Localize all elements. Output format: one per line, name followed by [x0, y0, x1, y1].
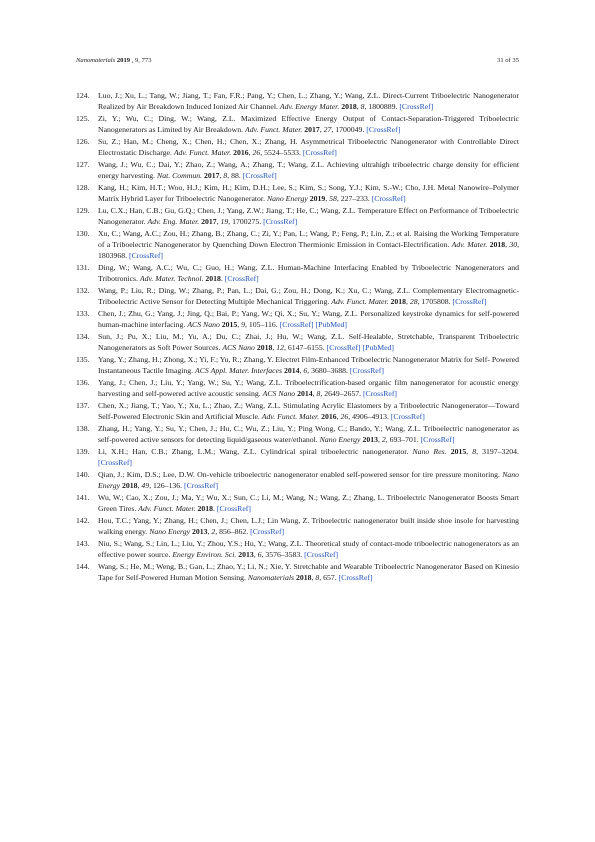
reference-volume: 58 — [329, 193, 337, 203]
reference-year: 2013 — [238, 549, 254, 559]
crossref-link[interactable]: [CrossRef] — [362, 388, 397, 398]
reference-pages: , 5524–5533. — [260, 148, 301, 158]
reference-authors-title: Niu, S.; Wang, S.; Lin, L.; Liu, Y.; Zhou, Y.S.; Hu, Y.; Wang, Z.L. Theoretical study of contact-mode triboelectric nanogenerators as an effective power source. — [98, 538, 519, 559]
reference-journal: Adv. Energy Mater. — [279, 102, 340, 112]
reference-item — [76, 285, 519, 307]
reference-authors-title: Chen, J.; Zhu, G.; Yang, J.; Jing, Q.; Bai, P.; Yang, W.; Qi, X.; Su, Y.; Wang, Z.L. Personalized keystroke dynamics for self-powered human-machine interfacing. — [98, 308, 519, 329]
reference-year: 2015 — [450, 446, 467, 456]
reference-number: 125. — [76, 113, 90, 123]
reference-body: Qian, J.; Kim, D.S.; Lee, D.W. On-vehicle triboelectric nanogenerator enabled self-powered sensor for tire pressure monitoring. Nano Energy 2018, 49, 126–136. [CrossRef] — [98, 469, 519, 490]
reference-journal: Energy Environ. Sci. — [172, 549, 237, 559]
reference-volume: 8 — [316, 388, 321, 398]
crossref-link[interactable]: [CrossRef] — [371, 193, 406, 203]
reference-journal: ACS Nano — [222, 342, 255, 352]
reference-number: 141. — [76, 492, 90, 502]
reference-pages: , 1800889. — [364, 102, 398, 112]
reference-body: Zi, Y.; Wu, C.; Ding, W.; Wang, Z.L. Maximized Effective Energy Output of Contact-Separation-Triggered Triboelectric Nanogenerators as Limited by Air Breakdown. Adv. Funct. Mater. 2017, 27, 1700049. [CrossRef] — [98, 113, 519, 135]
reference-journal: Adv. Eng. Mater. — [147, 216, 200, 226]
reference-year: 2016 — [321, 411, 337, 421]
reference-body: Hou, T.C.; Yang, Y.; Zhang, H.; Chen, J.; Chen, L.J.; Lin Wang, Z. Triboelectric nanogenerator built inside shoe insole for harvesting walking energy. Nano Energy 2013, 2, 856–862. [CrossRef] — [98, 515, 519, 536]
reference-volume: 8 — [315, 572, 320, 582]
reference-year: 2013 — [362, 434, 378, 444]
reference-journal: Nano Energy — [98, 469, 519, 490]
reference-volume: 8 — [223, 171, 228, 180]
reference-item — [76, 400, 519, 422]
reference-volume: 19 — [220, 216, 229, 226]
reference-journal: Adv. Funct. Mater. — [173, 148, 232, 158]
reference-item — [76, 90, 519, 112]
reference-pages: , 3197–3204. — [476, 446, 519, 456]
reference-pages: , 6147–6155. — [283, 342, 325, 352]
reference-authors-title: Wu, W.; Cao, X.; Zou, J.; Ma, Y.; Wu, X.; Sun, C.; Li, M.; Wang, N.; Wang, Z.; Zhang, L. Triboelectric Nanogenerator Boosts Smart Green Tires. — [98, 492, 519, 513]
citation-text: , 9, 773 — [131, 57, 152, 64]
reference-pages: . — [213, 503, 215, 513]
reference-authors-title: Xu, C.; Wang, A.C.; Zou, H.; Zhang, B.; Zhang, C.; Zi, Y.; Pan, L.; Wang, P.; Feng, P.; Lin, Z.; et al. Raising the Working Temperature of a Triboelectric Nanogenerator by Quenching Down Electron Thermionic Emission in Contact-Electrification. — [98, 228, 519, 249]
crossref-link[interactable]: [CrossRef] — [263, 216, 298, 226]
reference-authors-title: Wang, S.; He, M.; Weng, B.; Gan, L.; Zhao, Y.; Li, N.; Xie, Y. Stretchable and Wearable Triboelectric Nanogenerator Based on Kinesio Tape for Self-Powered Human Motion Sensing. — [98, 561, 519, 582]
reference-pages: . — [220, 273, 223, 283]
reference-year: 2016 — [233, 148, 249, 158]
reference-journal: ACS Nano — [262, 388, 296, 398]
reference-year: 2018 — [205, 273, 221, 283]
reference-journal: Nanomaterials — [247, 572, 294, 582]
reference-body: Yang, J.; Chen, J.; Liu, Y.; Yang, W.; Su, Y.; Wang, Z.L. Triboelectrification-based organic film nanogenerator for acoustic energy harvesting and self-powered active acoustic sensing. ACS Nano 2014, 8, 2649–2657. [CrossRef] — [98, 377, 519, 398]
crossref-link[interactable]: [CrossRef] — [302, 148, 337, 158]
reference-body: Wang, P.; Liu, R.; Ding, W.; Zhang, P.; Pan, L.; Dai, G.; Zou, H.; Dong, K.; Xu, C.; Wang, Z.L. Complementary Electromagnetic-Triboelectric Active Sensor for Detecting Multiple Mechanical Triggering. Adv. Funct. Mater. 2018, 28, 1705808. [CrossRef] — [98, 285, 519, 306]
reference-authors-title: Wang, P.; Liu, R.; Ding, W.; Zhang, P.; Pan, L.; Dai, G.; Zou, H.; Dong, K.; Xu, C.; Wang, Z.L. Complementary Electromagnetic-Triboelectric Active Sensor for Detecting Multiple Mechanical Triggering. — [98, 285, 519, 306]
reference-pages: , 88. — [227, 171, 241, 180]
reference-pages: , 1803968. — [98, 239, 520, 260]
reference-number: 140. — [76, 469, 90, 479]
reference-number: 127. — [76, 159, 90, 169]
reference-pages: , 3680–3688. — [307, 365, 348, 375]
reference-authors-title: Ding, W.; Wang, A.C.; Wu, C.; Guo, H.; Wang, Z.L. Human-Machine Interfacing Enabled by Triboelectric Nanogenerators and Tribotronics. — [98, 262, 519, 283]
crossref-link[interactable]: [CrossRef] — [420, 434, 455, 444]
reference-journal: Adv. Mater. Technol. — [139, 273, 204, 283]
crossref-link[interactable]: [CrossRef] — [184, 480, 219, 490]
crossref-link[interactable]: [CrossRef] — [250, 526, 285, 536]
crossref-link[interactable]: [CrossRef] — [216, 503, 251, 513]
reference-item — [76, 561, 519, 583]
pubmed-link[interactable]: [PubMed] — [315, 319, 347, 329]
reference-body: Lu, C.X.; Han, C.B.; Gu, G.Q.; Chen, J.; Yang, Z.W.; Jiang, T.; He, C.; Wang, Z.L. Temperature Effect on Performance of Triboelectric Nanogenerator. Adv. Eng. Mater. 2017, 19, 1700275. [CrossRef] — [98, 205, 519, 226]
reference-number: 144. — [76, 561, 90, 571]
reference-item — [76, 113, 519, 135]
reference-item — [76, 492, 519, 514]
reference-item — [76, 308, 519, 330]
reference-journal: Adv. Funct. Mater. — [245, 125, 303, 135]
reference-journal: Adv. Mater. — [451, 239, 488, 249]
reference-journal: Nano Res. — [412, 446, 447, 456]
reference-volume: 8 — [472, 446, 477, 456]
reference-year: 2018 — [295, 572, 312, 582]
reference-item — [76, 423, 519, 445]
reference-list — [76, 90, 519, 584]
crossref-link[interactable]: [CrossRef] — [366, 125, 401, 135]
reference-volume: 2 — [381, 434, 386, 444]
reference-authors-title: Sun, J.; Pu, X.; Liu, M.; Yu, A.; Du, C.; Zhai, J.; Hu, W.; Wang, Z.L. Self-Healable, Stretchable, Transparent Triboelectric Nanogenerators as Soft Power Sources. — [98, 331, 519, 352]
reference-authors-title: Qian, J.; Kim, D.S.; Lee, D.W. On-vehicle triboelectric nanogenerator enabled self-powered sensor for tire pressure monitoring. — [98, 469, 500, 479]
reference-authors-title: Su, Z.; Han, M.; Cheng, X.; Chen, H.; Chen, X.; Zhang, H. Asymmetrical Triboelectric Nanogenerator with Controllable Direct Electrostatic Discharge. — [98, 136, 519, 158]
reference-body: Sun, J.; Pu, X.; Liu, M.; Yu, A.; Du, C.; Zhai, J.; Hu, W.; Wang, Z.L. Self-Healable, Stretchable, Transparent Triboelectric Nanogenerators as Soft Power Sources. ACS Nano 2018, 12, 6147–6155. [CrossRef] [PubMed] — [98, 331, 519, 352]
crossref-link[interactable]: [CrossRef] — [326, 342, 361, 352]
reference-journal: Nano Energy — [149, 526, 191, 536]
reference-body: Luo, J.; Xu, L.; Tang, W.; Jiang, T.; Fan, F.R.; Pang, Y.; Chen, L.; Zhang, Y.; Wang, Z.L. Direct-Current Triboelectric Nanogenerator Realized by Air Breakdown Induced Ionized Air Channel. Adv. Energy Mater. 2018, 8, 1800889. [CrossRef] — [98, 91, 519, 112]
pubmed-link[interactable]: [PubMed] — [362, 342, 394, 352]
reference-year: 2018 — [341, 102, 357, 112]
reference-volume: 9 — [241, 319, 246, 329]
reference-body: Li, X.H.; Han, C.B.; Zhang, L.M.; Wang, Z.L. Cylindrical spiral triboelectric nanogenerator. Nano Res. 2015, 8, 3197–3204. [CrossRef] — [98, 446, 519, 467]
reference-journal: Adv. Funct. Mater. — [331, 296, 389, 306]
reference-item — [76, 446, 519, 468]
reference-authors-title: Yang, Y.; Zhang, H.; Zhong, X.; Yi, F.; Yu, R.; Zhang, Y. Electret Film-Enhanced Triboelectric Nanogenerator Matrix for Self- Powered Instantaneous Tactile Imaging. — [98, 354, 519, 375]
reference-number: 136. — [76, 377, 90, 387]
reference-year: 2017 — [201, 216, 217, 226]
crossref-link[interactable]: [CrossRef] — [304, 549, 339, 559]
reference-pages: , 3576–3583. — [261, 549, 303, 559]
reference-item — [76, 159, 519, 181]
reference-body: Wang, S.; He, M.; Weng, B.; Gan, L.; Zhao, Y.; Li, N.; Xie, Y. Stretchable and Wearable Triboelectric Nanogenerator Based on Kinesio Tape for Self-Powered Human Motion Sensing. Nanomaterials 2018, 8, 657. [CrossRef] — [98, 561, 519, 582]
reference-number: 143. — [76, 538, 90, 548]
reference-volume: 26 — [252, 148, 261, 158]
reference-item — [76, 262, 519, 284]
reference-authors-title: Li, X.H.; Han, C.B.; Zhang, L.M.; Wang, Z.L. Cylindrical spiral triboelectric nanogenerator. — [98, 446, 409, 456]
crossref-link[interactable]: [CrossRef] — [224, 273, 259, 283]
reference-journal: Nano Energy — [319, 434, 361, 444]
reference-pages: , 693–701. — [385, 434, 419, 444]
reference-journal: Adv. Funct. Mater. — [138, 503, 196, 513]
reference-body: Zhang, H.; Yang, Y.; Su, Y.; Chen, J.; Hu, C.; Wu, Z.; Liu, Y.; Ping Wong, C.; Bando, Y.; Wang, Z.L. Triboelectric nanogenerator as self-powered active sensors for detecting liquid/gaseous water/ethanol. Nano Energy 2013, 2, 693–701. [CrossRef] — [98, 423, 519, 444]
reference-volume: 8 — [360, 102, 365, 112]
reference-item — [76, 228, 519, 261]
page-header — [76, 57, 519, 64]
reference-volume: 6 — [303, 365, 308, 375]
reference-pages: , 1700275. — [228, 216, 262, 226]
crossref-link[interactable]: [CrossRef] — [242, 171, 277, 180]
reference-authors-title: Hou, T.C.; Yang, Y.; Zhang, H.; Chen, J.; Chen, L.J.; Lin Wang, Z. Triboelectric nanogenerator built inside shoe insole for harvesting walking energy. — [98, 515, 519, 536]
reference-item — [76, 354, 519, 376]
reference-volume: 2 — [211, 526, 216, 536]
reference-item — [76, 377, 519, 399]
reference-number: 133. — [76, 308, 90, 318]
reference-item — [76, 182, 519, 204]
reference-number: 130. — [76, 228, 90, 238]
reference-item — [76, 538, 519, 560]
citation-year: 2019 — [116, 57, 131, 64]
reference-authors-title: Lu, C.X.; Han, C.B.; Gu, G.Q.; Chen, J.; Yang, Z.W.; Jiang, T.; He, C.; Wang, Z.L. Temperature Effect on Performance of Triboelectric Nanogenerator. — [98, 205, 519, 226]
reference-journal: ACS Nano — [187, 319, 220, 329]
reference-authors-title: Luo, J.; Xu, L.; Tang, W.; Jiang, T.; Fan, F.R.; Pang, Y.; Chen, L.; Zhang, Y.; Wang, Z.L. Direct-Current Triboelectric Nanogenerator Realized by Air Breakdown Induced Ionized Air Channel. — [98, 91, 519, 112]
reference-item — [76, 136, 519, 158]
reference-volume: 30 — [509, 239, 518, 249]
reference-item — [76, 515, 519, 537]
reference-volume: 28 — [409, 296, 418, 306]
reference-pages: , 856–862. — [215, 526, 249, 536]
reference-year: 2019 — [309, 193, 326, 203]
reference-authors-title: Zhang, H.; Yang, Y.; Su, Y.; Chen, J.; Hu, C.; Wu, Z.; Liu, Y.; Ping Wong, C.; Bando, Y.; Wang, Z.L. Triboelectric nanogenerator as self-powered active sensors for detecting liquid/gaseous water/ethanol. — [98, 423, 519, 444]
reference-body: Kang, H.; Kim, H.T.; Woo, H.J.; Kim, H.; Kim, D.H.; Lee, S.; Kim, S.; Song, Y.J.; Kim, S.-W.; Cho, J.H. Metal Nanowire–Polymer Matrix Hybrid Layer for Triboelectric Nanogenerator. Nano Energy 2019, 58, 227–233. [CrossRef] — [98, 182, 519, 203]
reference-year: 2017 — [203, 171, 220, 180]
reference-year: 2018 — [489, 239, 506, 249]
reference-journal: ACS Appl. Mater. Interfaces — [195, 365, 283, 375]
reference-pages: , 227–233. — [336, 193, 370, 203]
reference-authors-title: Yang, J.; Chen, J.; Liu, Y.; Yang, W.; Su, Y.; Wang, Z.L. Triboelectrification-based organic film nanogenerator for acoustic energy harvesting and self-powered active acoustic sensing. — [98, 377, 519, 398]
reference-year: 2014 — [284, 365, 300, 375]
reference-body — [92, 492, 519, 514]
reference-year: 2014 — [297, 388, 313, 398]
crossref-link[interactable]: [CrossRef] — [390, 411, 425, 421]
reference-authors-title: Wang, J.; Wu, C.; Dai, Y.; Zhao, Z.; Wang, A.; Zhang, T.; Wang, Z.L. Achieving ultrahigh triboelectric charge density for efficient energy harvesting. — [98, 159, 519, 180]
reference-journal: Nano Energy — [266, 193, 308, 203]
reference-year: 2018 — [256, 342, 273, 352]
reference-number: 126. — [76, 136, 90, 146]
reference-journal: Nat. Commun. — [157, 171, 203, 180]
reference-pages: , 2649–2657. — [320, 388, 362, 398]
reference-pages: , 657. — [319, 572, 337, 582]
reference-body: Niu, S.; Wang, S.; Lin, L.; Liu, Y.; Zhou, Y.S.; Hu, Y.; Wang, Z.L. Theoretical study of contact-mode triboelectric nanogenerators as an effective power source. Energy Environ. Sci. 2013, 6, 3576–3583. [CrossRef] — [98, 538, 519, 559]
reference-number: 134. — [76, 331, 90, 341]
reference-number: 129. — [76, 205, 90, 215]
reference-number: 131. — [76, 262, 90, 272]
reference-body: Chen, X.; Jiang, T.; Yao, Y.; Xu, L.; Zhao, Z.; Wang, Z.L. Stimulating Acrylic Elastomers by a Triboelectric Nanogenerator—Toward Self-Powered Electronic Skin and Artificial Muscle. Adv. Funct. Mater. 2016, 26, 4906–4913. [CrossRef] — [98, 400, 519, 421]
reference-year: 2018 — [197, 503, 214, 513]
crossref-link[interactable]: [CrossRef] — [279, 319, 314, 329]
crossref-link[interactable]: [CrossRef] — [399, 102, 434, 112]
journal-name: Nanomaterials — [76, 57, 117, 64]
reference-year: 2017 — [304, 125, 320, 135]
crossref-link[interactable]: [CrossRef] — [338, 572, 373, 582]
reference-year: 2013 — [192, 526, 208, 536]
reference-body: Xu, C.; Wang, A.C.; Zou, H.; Zhang, B.; Zhang, C.; Zi, Y.; Pan, L.; Wang, P.; Feng, P.; Lin, Z.; et al. Raising the Working Temperature of a Triboelectric Nanogenerator by Quenching Down Electron Thermionic Emission in Contact-Electrification. Adv. Mater. 2018, 30, 1803968. [CrossRef] — [98, 228, 520, 260]
reference-volume: 26 — [340, 411, 349, 421]
reference-number: 124. — [76, 91, 90, 100]
reference-year: 2015 — [221, 319, 238, 329]
reference-authors-title: Zi, Y.; Wu, C.; Ding, W.; Wang, Z.L. Maximized Effective Energy Output of Contact-Separation-Triggered Triboelectric Nanogenerators as Limited by Air Breakdown. — [98, 113, 519, 135]
reference-body: Wang, J.; Wu, C.; Dai, Y.; Zhao, Z.; Wang, A.; Zhang, T.; Wang, Z.L. Achieving ultrahigh triboelectric charge density for efficient energy harvesting. Nat. Commun. 2017, 8, 88. [CrossRef] — [98, 159, 519, 180]
reference-volume: 6 — [257, 549, 262, 559]
journal-citation — [76, 57, 151, 64]
reference-volume: 12 — [276, 342, 284, 352]
reference-item — [76, 469, 519, 491]
reference-authors-title: Kang, H.; Kim, H.T.; Woo, H.J.; Kim, H.; Kim, D.H.; Lee, S.; Kim, S.; Song, Y.J.; Kim, S.-W.; Cho, J.H. Metal Nanowire–Polymer Matrix Hybrid Layer for Triboelectric Nanogenerator. — [98, 182, 519, 203]
crossref-link[interactable]: [CrossRef] — [452, 296, 487, 306]
reference-item — [76, 205, 519, 227]
reference-journal: Adv. Funct. Mater. — [261, 411, 320, 421]
reference-number: 128. — [76, 182, 90, 192]
reference-pages: , 4906–4913. — [348, 411, 389, 421]
crossref-link[interactable]: [CrossRef] — [98, 457, 133, 467]
reference-pages: , 1700049. — [331, 125, 365, 135]
crossref-link[interactable]: [CrossRef] — [349, 365, 384, 375]
reference-pages: , 105–116. — [245, 319, 278, 329]
reference-number: 138. — [76, 423, 90, 433]
reference-volume: 27 — [323, 125, 332, 135]
reference-number: 142. — [76, 515, 90, 525]
reference-pages: , 126–136. — [149, 480, 183, 490]
reference-authors-title: Chen, X.; Jiang, T.; Yao, Y.; Xu, L.; Zhao, Z.; Wang, Z.L. Stimulating Acrylic Elastomers by a Triboelectric Nanogenerator—Toward Self-Powered Electronic Skin and Artificial Muscle. — [98, 400, 519, 421]
reference-body: Chen, J.; Zhu, G.; Yang, J.; Jing, Q.; Bai, P.; Yang, W.; Qi, X.; Su, Y.; Wang, Z.L. Personalized keystroke dynamics for self-powered human-machine interfacing. ACS Nano 2015, 9, 105–116. [CrossRef] [PubMed] — [98, 308, 519, 329]
reference-body — [92, 262, 519, 284]
reference-number: 139. — [76, 446, 90, 456]
reference-body: Yang, Y.; Zhang, H.; Zhong, X.; Yi, F.; Yu, R.; Zhang, Y. Electret Film-Enhanced Triboelectric Nanogenerator Matrix for Self- Powered Instantaneous Tactile Imaging. ACS Appl. Mater. Interfaces 2014, 6, 3680–3688. [CrossRef] — [98, 354, 519, 375]
reference-year: 2018 — [390, 296, 407, 306]
crossref-link[interactable]: [CrossRef] — [129, 251, 164, 260]
reference-number: 137. — [76, 400, 90, 410]
reference-number: 132. — [76, 285, 90, 295]
reference-pages: , 1705808. — [417, 296, 451, 306]
reference-year: 2018 — [122, 480, 138, 490]
reference-body: Su, Z.; Han, M.; Cheng, X.; Chen, H.; Chen, X.; Zhang, H. Asymmetrical Triboelectric Nanogenerator with Controllable Direct Electrostatic Discharge. Adv. Funct. Mater. 2016, 26, 5524–5533. [CrossRef] — [98, 136, 519, 158]
reference-number: 135. — [76, 354, 90, 364]
reference-item — [76, 331, 519, 353]
page-number: 31 of 35 — [497, 57, 519, 64]
reference-volume: 49 — [141, 480, 150, 490]
